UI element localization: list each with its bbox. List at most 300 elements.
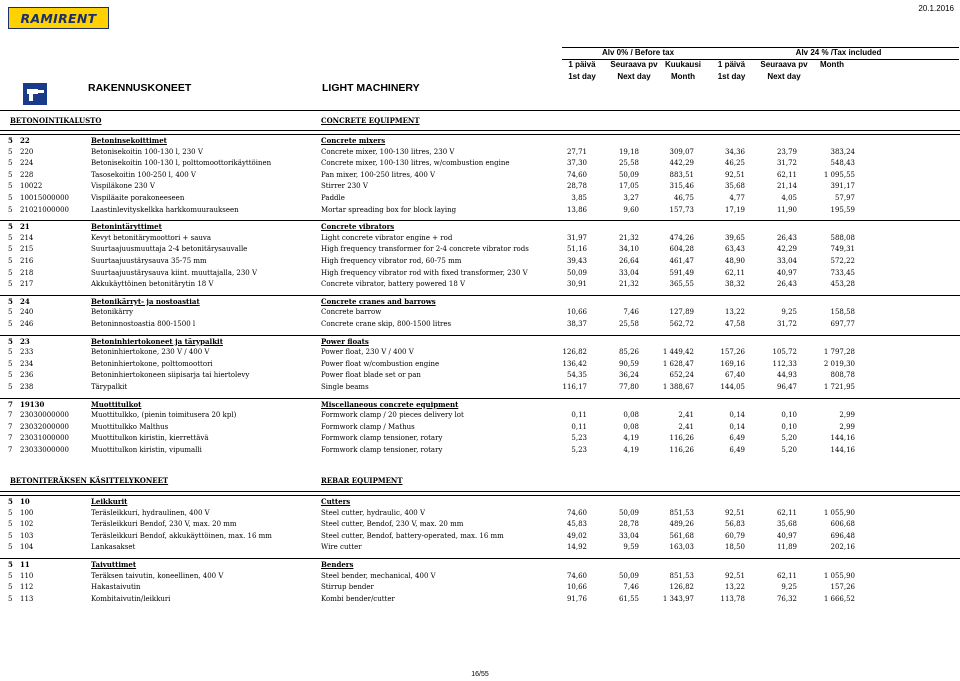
section-title-en-2: REBAR EQUIPMENT: [321, 476, 403, 485]
cell-price: 4,19: [623, 446, 639, 454]
group-rule: [0, 558, 960, 559]
page-number: 16/55: [471, 671, 489, 678]
cell-price: 91,76: [566, 594, 587, 603]
header-col-fi: Kuukausi: [664, 60, 701, 69]
cell-price: 851,53: [669, 571, 694, 580]
cell-price: 92,51: [724, 571, 745, 580]
group-rule: [0, 220, 960, 221]
cell-name-fi: Kombitaivutin/leikkuri: [91, 594, 171, 603]
table-row: [0, 382, 960, 393]
cell-name-en: Formwork clamp tensioner, rotary: [321, 446, 443, 454]
cell-price: 733,45: [830, 268, 855, 277]
cell-price: 851,53: [669, 508, 694, 517]
cell-price: 35,68: [724, 182, 745, 191]
cell-class: 5: [8, 497, 13, 506]
cell-name-en: Formwork clamp / 20 pieces delivery lot: [321, 411, 464, 420]
cell-code: 23: [20, 336, 30, 346]
cell-price: 14,92: [566, 543, 587, 552]
cell-price: 92,51: [724, 508, 745, 517]
cell-price: 38,32: [724, 280, 745, 289]
cell-name-fi: Teräsleikkuri Bendof, 230 V, max. 20 mm: [91, 520, 237, 529]
cell-price: 21,14: [776, 182, 797, 191]
cell-price: 50,09: [618, 571, 639, 580]
cell-price: 112,33: [772, 359, 797, 368]
cell-code: 214: [20, 233, 34, 242]
cell-price: 572,22: [830, 257, 855, 265]
cell-price: 309,07: [669, 147, 694, 156]
cell-name-en: Steel bender, mechanical, 400 V: [321, 571, 436, 580]
cell-code: 100: [20, 508, 34, 517]
cell-price: 49,02: [566, 531, 587, 540]
group-header-row: [0, 336, 960, 347]
table-row: [0, 571, 960, 582]
table-row: [0, 193, 960, 204]
header-col-fi: 1 päivä: [568, 60, 596, 69]
cell-price: 39,43: [566, 257, 587, 265]
cell-name-fi: Betoninhiertokoneen siipisarja tai hiertolevy: [91, 371, 250, 380]
group-header-row: [0, 399, 960, 410]
cell-price: 126,82: [669, 583, 694, 592]
header-col-0: [562, 59, 602, 83]
cell-price: 90,59: [618, 359, 639, 368]
cell-name-fi: Suurtaajuustärysauva 35-75 mm: [91, 257, 207, 265]
cell-code: 19130: [20, 399, 45, 409]
cell-price: 85,26: [618, 348, 639, 357]
table-row: [0, 205, 960, 216]
cell-price: 0,10: [781, 422, 797, 431]
cell-class: 5: [8, 508, 13, 517]
cell-name-fi: Tasosekoitin 100-250 l, 400 V: [91, 170, 196, 179]
cell-price: 113,78: [720, 594, 745, 603]
cell-price: 169,16: [720, 359, 745, 368]
cell-price: 36,24: [618, 371, 639, 380]
cell-name-fi: Muottitulkon kiristin, vipumalli: [91, 446, 202, 454]
cell-name-en: High frequency transformer for 2-4 concrete vibrator rods: [321, 245, 529, 254]
cell-class: 5: [8, 320, 13, 328]
cell-price: 6,49: [729, 434, 745, 443]
cell-name-en: Miscellaneous concrete equipment: [321, 399, 459, 409]
logo-text: RAMIRENT: [20, 10, 97, 26]
header-col-2: [657, 59, 709, 83]
cell-name-fi: Suurtaajuusmuuttaja 2-4 betonitärysauvalle: [91, 245, 248, 254]
cell-class: 5: [8, 222, 13, 232]
cell-price: 489,26: [669, 520, 694, 529]
table-row: [0, 542, 960, 553]
cell-code: 10: [20, 497, 30, 506]
cell-price: 3,27: [623, 194, 639, 202]
cell-price: 46,75: [673, 194, 694, 202]
cell-code: 220: [20, 147, 34, 156]
cell-price: 19,18: [618, 147, 639, 156]
cell-price: 9,60: [623, 205, 639, 214]
cell-price: 4,05: [781, 194, 797, 202]
cell-price: 45,83: [566, 520, 587, 529]
cell-price: 62,11: [776, 170, 797, 179]
table-row: [0, 508, 960, 519]
cell-price: 1 628,47: [662, 359, 694, 368]
cell-price: 13,86: [566, 205, 587, 214]
cell-name-en: Power float, 230 V / 400 V: [321, 348, 414, 357]
cell-price: 7,46: [623, 583, 639, 592]
table-row: [0, 531, 960, 542]
cell-class: 5: [8, 531, 13, 540]
cell-price: 2,99: [839, 411, 855, 420]
cell-price: 44,93: [776, 371, 797, 380]
table-row: [0, 422, 960, 433]
cell-name-fi: Suurtaajuustärysauva kiint. muuttajalla, 230 V: [91, 268, 258, 277]
cell-name-fi: Muottitulkko Malthus: [91, 422, 169, 431]
cell-class: 5: [8, 560, 13, 569]
cell-price: 39,65: [724, 233, 745, 242]
cell-price: 17,05: [618, 182, 639, 191]
cell-name-fi: Muottitulkon kiristin, kierrettävä: [91, 434, 209, 443]
cell-price: 34,36: [724, 147, 745, 156]
cell-price: 7,46: [623, 308, 639, 317]
cell-price: 0,11: [571, 411, 587, 420]
cell-price: 5,23: [571, 446, 587, 454]
cell-name-fi: Kevyt betonitärymoottori + sauva: [91, 233, 212, 242]
cell-price: 127,89: [669, 308, 694, 317]
cell-price: 1 797,28: [823, 348, 855, 357]
table-row: [0, 170, 960, 181]
cell-name-en: Concrete crane skip, 800-1500 litres: [321, 320, 452, 328]
cell-price: 61,55: [618, 594, 639, 603]
cell-class: 5: [8, 348, 13, 357]
cell-name-fi: Betoninnostoastia 800-1500 l: [91, 320, 196, 328]
header-col-1: [606, 59, 662, 83]
cell-price: 26,43: [776, 280, 797, 289]
cell-price: 54,35: [566, 371, 587, 380]
cell-name-fi: Betoninhiertokoneet ja tärypalkit: [91, 336, 223, 346]
section-title-fi: BETONOINTIKALUSTO: [10, 116, 102, 125]
cell-price: 57,97: [834, 194, 855, 202]
cell-code: 233: [20, 348, 34, 357]
cell-price: 26,43: [776, 233, 797, 242]
cell-price: 126,82: [562, 348, 587, 357]
cell-name-en: Concrete vibrators: [321, 222, 395, 232]
cell-class: 5: [8, 170, 13, 179]
cell-price: 548,43: [830, 159, 855, 168]
cell-price: 0,14: [729, 422, 745, 431]
cell-class: 5: [8, 520, 13, 529]
cell-price: 0,10: [781, 411, 797, 420]
cell-price: 1 055,90: [823, 571, 855, 580]
cell-price: 116,26: [669, 446, 694, 454]
cell-price: 25,58: [618, 159, 639, 168]
table-row: [0, 319, 960, 330]
cell-price: 652,24: [669, 371, 694, 380]
header-col-3: [709, 59, 754, 83]
table-row: [0, 244, 960, 255]
cell-price: 77,80: [618, 383, 639, 391]
group-rule: [0, 295, 960, 296]
cell-price: 25,58: [618, 320, 639, 328]
cell-code: 23030000000: [20, 411, 69, 420]
cell-price: 1 721,95: [823, 383, 855, 391]
header-tax-included: Alv 24 % /Tax included: [795, 48, 882, 57]
cell-price: 315,46: [669, 182, 694, 191]
cell-code: 224: [20, 159, 34, 168]
cell-name-fi: Betonikärry: [91, 308, 134, 317]
title-finnish: RAKENNUSKONEET: [88, 82, 192, 94]
cell-price: 13,22: [724, 308, 745, 317]
cell-name-fi: Betonikärryt- ja nostoastiat: [91, 296, 200, 306]
cell-price: 9,25: [781, 308, 797, 317]
cell-price: 33,04: [776, 257, 797, 265]
cell-class: 5: [8, 583, 13, 592]
table-row: [0, 307, 960, 318]
cell-name-fi: Akkukäyttöinen betonitärytin 18 V: [91, 280, 214, 289]
cell-name-en: Kombi bender/cutter: [321, 594, 395, 603]
cell-price: 158,58: [830, 308, 855, 317]
cell-class: 5: [8, 308, 13, 317]
cell-price: 50,09: [566, 268, 587, 277]
cell-name-en: Single beams: [321, 383, 369, 391]
cell-class: 5: [8, 205, 13, 214]
cell-price: 562,72: [669, 320, 694, 328]
top-rule: [0, 110, 960, 111]
table-row: [0, 158, 960, 169]
cell-name-fi: Hakastaivutin: [91, 583, 141, 592]
cell-name-fi: Vispiläkone 230 V: [91, 182, 155, 191]
table-row: [0, 347, 960, 358]
header-col-en: 1st day: [717, 72, 746, 81]
cell-class: 5: [8, 245, 13, 254]
cell-name-fi: Betoninsekoittimet: [91, 136, 167, 145]
cell-price: 37,30: [566, 159, 587, 168]
cell-code: 218: [20, 268, 34, 277]
cell-class: 7: [8, 434, 13, 443]
cell-name-fi: Betoninhiertokone, polttomoottori: [91, 359, 213, 368]
group-header-row: [0, 296, 960, 307]
section-rule: [0, 130, 960, 131]
cell-price: 74,60: [566, 508, 587, 517]
cell-price: 2 019,30: [823, 359, 855, 368]
cell-price: 67,40: [724, 371, 745, 380]
cell-name-en: Steel cutter, Bendof, 230 V, max. 20 mm: [321, 520, 464, 529]
cell-price: 31,72: [776, 159, 797, 168]
header-col-en: Next day: [767, 72, 801, 81]
cell-code: 21021000000: [20, 205, 69, 214]
table-row: [0, 181, 960, 192]
cell-price: 96,47: [776, 383, 797, 391]
cell-price: 35,68: [776, 520, 797, 529]
cell-code: 23031000000: [20, 434, 69, 443]
cell-price: 1 449,42: [662, 348, 694, 357]
cell-class: 5: [8, 359, 13, 368]
group-rule: [0, 495, 960, 496]
cell-name-fi: Teräsleikkuri Bendof, akkukäyttöinen, max. 16 mm: [91, 531, 272, 540]
cell-price: 202,16: [830, 543, 855, 552]
section-title-fi-2: BETONITERÄKSEN KÄSITTELYKONEET: [10, 476, 169, 485]
table-row: [0, 268, 960, 279]
table-row: [0, 519, 960, 530]
cell-class: 5: [8, 194, 13, 202]
cell-price: 1 388,67: [662, 383, 694, 391]
cell-name-en: High frequency vibrator rod, 60-75 mm: [321, 257, 462, 265]
cell-code: 113: [20, 594, 34, 603]
cell-name-fi: Betonisekoitin 100-130 l, 230 V: [91, 147, 203, 156]
header-col-en: Next day: [617, 72, 651, 81]
cell-price: 31,97: [566, 233, 587, 242]
group-header-row: [0, 496, 960, 507]
cell-price: 5,23: [571, 434, 587, 443]
cell-price: 157,26: [720, 348, 745, 357]
group-header-row: [0, 135, 960, 146]
table-row: [0, 256, 960, 267]
table-row: [0, 233, 960, 244]
table-row: [0, 582, 960, 593]
cell-name-en: Concrete cranes and barrows: [321, 296, 436, 306]
cell-price: 442,29: [669, 159, 694, 168]
table-row: [0, 445, 960, 456]
cell-name-en: Concrete barrow: [321, 308, 382, 317]
cell-class: 5: [8, 268, 13, 277]
header-col-fi: Seuraava pv: [760, 60, 808, 69]
cell-price: 1 055,90: [823, 508, 855, 517]
cell-code: 104: [20, 543, 34, 552]
cell-price: 76,32: [776, 594, 797, 603]
cell-price: 46,25: [724, 159, 745, 168]
cell-price: 18,50: [724, 543, 745, 552]
cell-price: 1 666,52: [823, 594, 855, 603]
cell-price: 697,77: [830, 320, 855, 328]
cell-price: 157,26: [830, 583, 855, 592]
cell-price: 116,17: [562, 383, 587, 391]
cell-code: 112: [20, 583, 34, 592]
cell-name-fi: Leikkurit: [91, 497, 128, 506]
cell-code: 217: [20, 280, 34, 289]
cell-price: 383,24: [830, 147, 855, 156]
cell-name-en: Power float blade set or pan: [321, 371, 421, 380]
cell-price: 50,09: [618, 170, 639, 179]
cell-code: 23033000000: [20, 446, 69, 454]
group-rule: [0, 134, 960, 135]
cell-name-en: Wire cutter: [321, 543, 362, 552]
cell-name-en: High frequency vibrator rod with fixed transformer, 230 V: [321, 268, 528, 277]
cell-class: 5: [8, 257, 13, 265]
cell-code: 23032000000: [20, 422, 69, 431]
cell-code: 110: [20, 571, 34, 580]
cell-price: 17,19: [724, 205, 745, 214]
cell-name-fi: Betonisekoitin 100-130 l, polttomoottorikäyttöinen: [91, 159, 272, 168]
cell-price: 2,41: [678, 422, 694, 431]
cell-price: 591,49: [669, 268, 694, 277]
cell-code: 11: [20, 560, 30, 569]
cell-code: 240: [20, 308, 34, 317]
cell-code: 234: [20, 359, 34, 368]
cell-price: 163,03: [669, 543, 694, 552]
cell-price: 28,78: [618, 520, 639, 529]
cell-price: 749,31: [830, 245, 855, 254]
cell-price: 34,10: [618, 245, 639, 254]
table-row: [0, 433, 960, 444]
cell-price: 74,60: [566, 170, 587, 179]
cell-price: 3,85: [571, 194, 587, 202]
cell-name-en: Power float w/combustion engine: [321, 359, 440, 368]
cell-class: 5: [8, 280, 13, 289]
header-col-fi: 1 päivä: [717, 60, 746, 69]
cell-name-en: Formwork clamp tensioner, rotary: [321, 434, 443, 443]
cell-name-en: Pan mixer, 100-250 litres, 400 V: [321, 170, 436, 179]
cell-price: 51,16: [566, 245, 587, 254]
cell-price: 808,78: [830, 371, 855, 380]
title-english: LIGHT MACHINERY: [322, 82, 420, 94]
cell-name-en: Steel cutter, hydraulic, 400 V: [321, 508, 426, 517]
section-rule-2: [0, 491, 960, 492]
cell-name-fi: Tärypalkit: [91, 383, 128, 391]
header-col-en: 1st day: [568, 72, 596, 81]
cell-price: 453,28: [830, 280, 855, 289]
header-col-fi: Month: [820, 60, 844, 69]
cell-name-en: Concrete mixer, 100-130 litres, w/combustion engine: [321, 159, 510, 168]
cell-price: 606,68: [830, 520, 855, 529]
table-row: [0, 359, 960, 370]
cell-price: 157,73: [669, 205, 694, 214]
cell-class: 5: [8, 136, 13, 145]
cell-class: 7: [8, 399, 13, 409]
cell-price: 13,22: [724, 583, 745, 592]
table-row: [0, 147, 960, 158]
cell-price: 56,83: [724, 520, 745, 529]
cell-price: 9,59: [623, 543, 639, 552]
cell-price: 696,48: [830, 531, 855, 540]
cell-class: 5: [8, 371, 13, 380]
cell-class: 5: [8, 182, 13, 191]
cell-name-fi: Lankasakset: [91, 543, 136, 552]
cell-name-en: Concrete mixers: [321, 136, 386, 145]
cell-price: 1 343,97: [662, 594, 694, 603]
cell-price: 33,04: [618, 531, 639, 540]
cell-name-en: Stirrup bender: [321, 583, 374, 592]
cell-price: 116,26: [669, 434, 694, 443]
group-header-row: [0, 221, 960, 232]
header-col-4: [756, 59, 812, 83]
cell-price: 461,47: [669, 257, 694, 265]
cell-price: 604,28: [669, 245, 694, 254]
cell-price: 50,09: [618, 508, 639, 517]
cell-class: 5: [8, 336, 13, 346]
group-header-row: [0, 559, 960, 570]
cell-class: 5: [8, 159, 13, 168]
cell-price: 23,79: [776, 147, 797, 156]
cell-name-fi: Teräksen taivutin, koneellinen, 400 V: [91, 571, 224, 580]
cell-price: 62,11: [724, 268, 745, 277]
cell-price: 105,72: [772, 348, 797, 357]
cell-price: 30,91: [566, 280, 587, 289]
cell-price: 883,51: [669, 170, 694, 179]
cell-code: 238: [20, 383, 34, 391]
cell-name-fi: Betoninhiertokone, 230 V / 400 V: [91, 348, 210, 357]
cell-price: 0,11: [571, 422, 587, 431]
cell-name-en: Cutters: [321, 497, 351, 506]
group-rule: [0, 398, 960, 399]
cell-price: 9,25: [781, 583, 797, 592]
cell-class: 5: [8, 383, 13, 391]
cell-class: 5: [8, 147, 13, 156]
cell-price: 195,59: [830, 205, 855, 214]
cell-price: 5,20: [781, 446, 797, 454]
header-before-tax: Alv 0% / Before tax: [601, 48, 675, 57]
cell-price: 391,17: [830, 182, 855, 191]
cell-price: 63,43: [724, 245, 745, 254]
cell-price: 136,42: [562, 359, 587, 368]
cell-name-en: Concrete vibrator, battery powered 18 V: [321, 280, 466, 289]
cell-price: 42,29: [776, 245, 797, 254]
cell-price: 10,66: [566, 583, 587, 592]
cell-code: 10015000000: [20, 194, 69, 202]
cell-name-en: Formwork clamp / Mathus: [321, 422, 415, 431]
